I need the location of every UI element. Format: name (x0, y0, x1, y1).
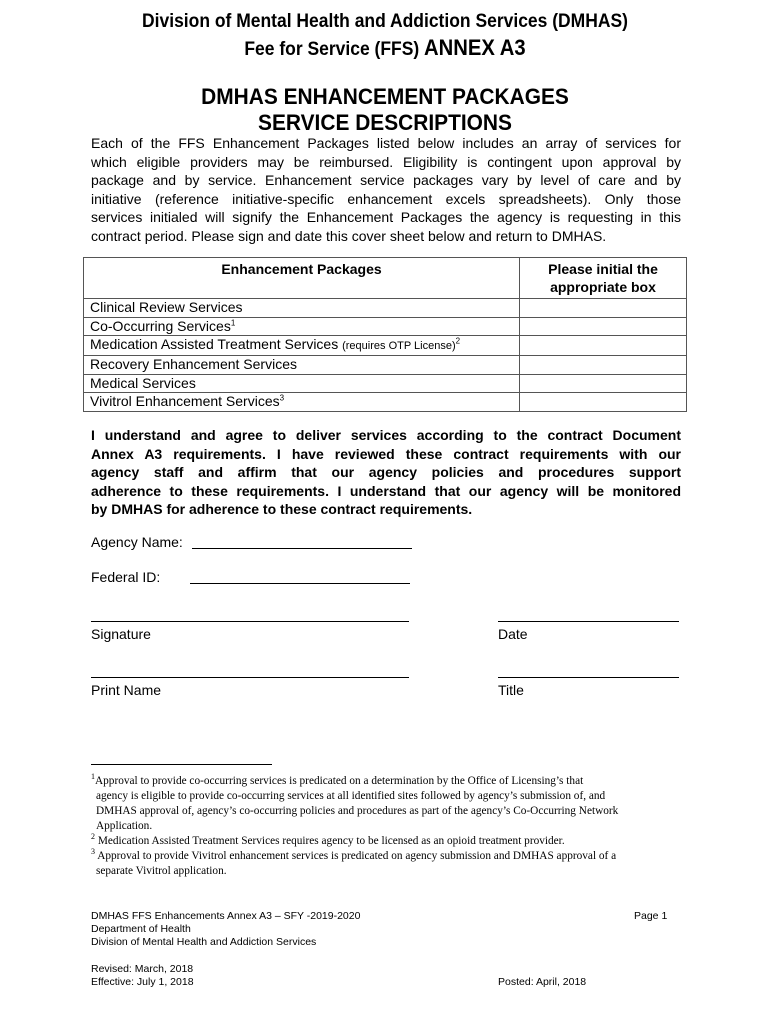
table-row (84, 356, 687, 375)
agreement-line: adherence to these requirements. I understand that our agency will be monitored (91, 482, 681, 499)
print-name-label: Print Name (91, 682, 162, 698)
package-label: Co-Occurring Services (90, 317, 231, 334)
package-label: Clinical Review Services (90, 299, 243, 316)
footnote-ref: 1 (230, 318, 236, 328)
footnote-line: agency is eligible to provide co-occurring services at all identified sites followed by agency’s submission of, and (96, 790, 606, 802)
intro-line: Each of the FFS Enhancement Packages listed below includes an array of services for (91, 135, 681, 151)
package-label: Medication Assisted Treatment Services (90, 336, 343, 352)
package-name (84, 356, 520, 375)
footer-posted: Posted: April, 2018 (498, 976, 587, 988)
footer-effective: Effective: July 1, 2018 (91, 976, 194, 988)
footnote-ref: 2 (455, 336, 461, 346)
footnote-ref: 3 (279, 393, 285, 403)
footnote-2 (91, 834, 681, 849)
table-row (84, 317, 687, 336)
date-label: Date (498, 626, 528, 642)
table-row (84, 336, 687, 356)
enhancement-packages-table (83, 257, 687, 412)
federal-id-line[interactable] (190, 583, 410, 584)
document-subtitle: SERVICE DESCRIPTIONS (258, 110, 512, 135)
package-name (84, 374, 520, 393)
intro-line: contract period. Please sign and date this cover sheet below and return to DMHAS. (91, 227, 607, 244)
footnote-number: 1 (91, 772, 95, 782)
footnote-line (91, 834, 681, 849)
packages-column-header: Enhancement Packages (84, 258, 520, 299)
footnote-separator (91, 764, 272, 765)
federal-id-label: Federal ID: (91, 569, 161, 585)
footer-department: Department of Health (91, 923, 191, 935)
package-label: Recovery Enhancement Services (90, 356, 297, 373)
annex-heading (31, 36, 739, 62)
initial-box[interactable] (520, 393, 687, 412)
initial-box[interactable] (520, 374, 687, 393)
table-row (84, 374, 687, 393)
title-line[interactable] (498, 677, 679, 678)
footnote-3 (91, 849, 681, 879)
title-label: Title (498, 682, 524, 698)
table-row (84, 393, 687, 412)
agreement-line: agency staff and affirm that our agency policies and procedures support (91, 464, 681, 480)
table-row (84, 299, 687, 318)
footnote-text: Approval to provide co-occurring services is predicated on a determination by the Office of Licensing’s that (95, 775, 584, 787)
footnote-line: separate Vivitrol application. (96, 865, 227, 877)
intro-line: initiative (reference initiative-specific enhancement excels spreadsheets). Only those (91, 190, 681, 207)
ffs-label: Fee for Service (FFS) (244, 39, 420, 60)
initial-box[interactable] (520, 299, 687, 318)
footnote-line (91, 849, 681, 864)
footnote-line: Application. (96, 820, 153, 832)
initial-box[interactable] (520, 356, 687, 375)
footer-page-number: Page 1 (634, 910, 668, 922)
signature-line[interactable] (91, 621, 409, 622)
agency-name-label: Agency Name: (91, 534, 183, 550)
package-label: Medical Services (90, 374, 196, 391)
initial-column-header (520, 258, 687, 299)
table-header-row (84, 258, 687, 299)
footnote-text: Medication Assisted Treatment Services requires agency to be licensed as an opioid treatment provider. (95, 835, 565, 847)
agreement-paragraph (91, 426, 681, 519)
package-note: (requires OTP License) (342, 340, 456, 352)
footer-doc-id: DMHAS FFS Enhancements Annex A3 – SFY -2019-2020 (91, 910, 361, 922)
footnote-number: 3 (91, 847, 95, 857)
footnote-1 (91, 774, 681, 834)
package-name (84, 393, 520, 412)
package-name (84, 299, 520, 318)
initial-header-line1: Please initial the (548, 261, 658, 277)
footnote-number: 2 (91, 832, 95, 842)
footnote-text: Approval to provide Vivitrol enhancement services is predicated on agency submission and DMHAS approval of a (95, 850, 617, 862)
intro-line: package and by service. Enhancement service packages vary by level of care and by (91, 172, 681, 188)
agreement-line: Annex A3 requirements. I have reviewed these contract requirements with our (91, 445, 681, 462)
annex-label: ANNEX A3 (424, 35, 526, 60)
document-title: DMHAS ENHANCEMENT PACKAGES (201, 84, 569, 109)
footer-revised: Revised: March, 2018 (91, 963, 194, 975)
package-name (84, 317, 520, 336)
agreement-line: I understand and agree to deliver services according to the contract Document (91, 427, 681, 443)
initial-header-line2: appropriate box (550, 279, 656, 295)
footer-division: Division of Mental Health and Addiction Services (91, 936, 317, 948)
package-label: Vivitrol Enhancement Services (90, 393, 280, 410)
footnote-line (91, 774, 681, 789)
agency-name-line[interactable] (192, 548, 412, 549)
intro-paragraph (91, 134, 681, 245)
package-name (84, 336, 520, 356)
footnote-line: DMHAS approval of, agency’s co-occurring policies and procedures as part of the agency’s Co-Occurring Network (96, 805, 619, 817)
initial-box[interactable] (520, 317, 687, 336)
signature-label: Signature (91, 626, 151, 642)
date-line[interactable] (498, 621, 679, 622)
intro-line: services initialed will signify the Enhancement Packages the agency is requesting in this (91, 209, 681, 225)
intro-line: which eligible providers may be reimbursed. Eligibility is contingent upon approval by (91, 153, 681, 170)
division-heading: Division of Mental Health and Addiction Services (DMHAS) (142, 11, 628, 32)
print-name-line[interactable] (91, 677, 409, 678)
initial-box[interactable] (520, 336, 687, 356)
agreement-line: by DMHAS for adherence to these contract requirements. (91, 501, 473, 517)
